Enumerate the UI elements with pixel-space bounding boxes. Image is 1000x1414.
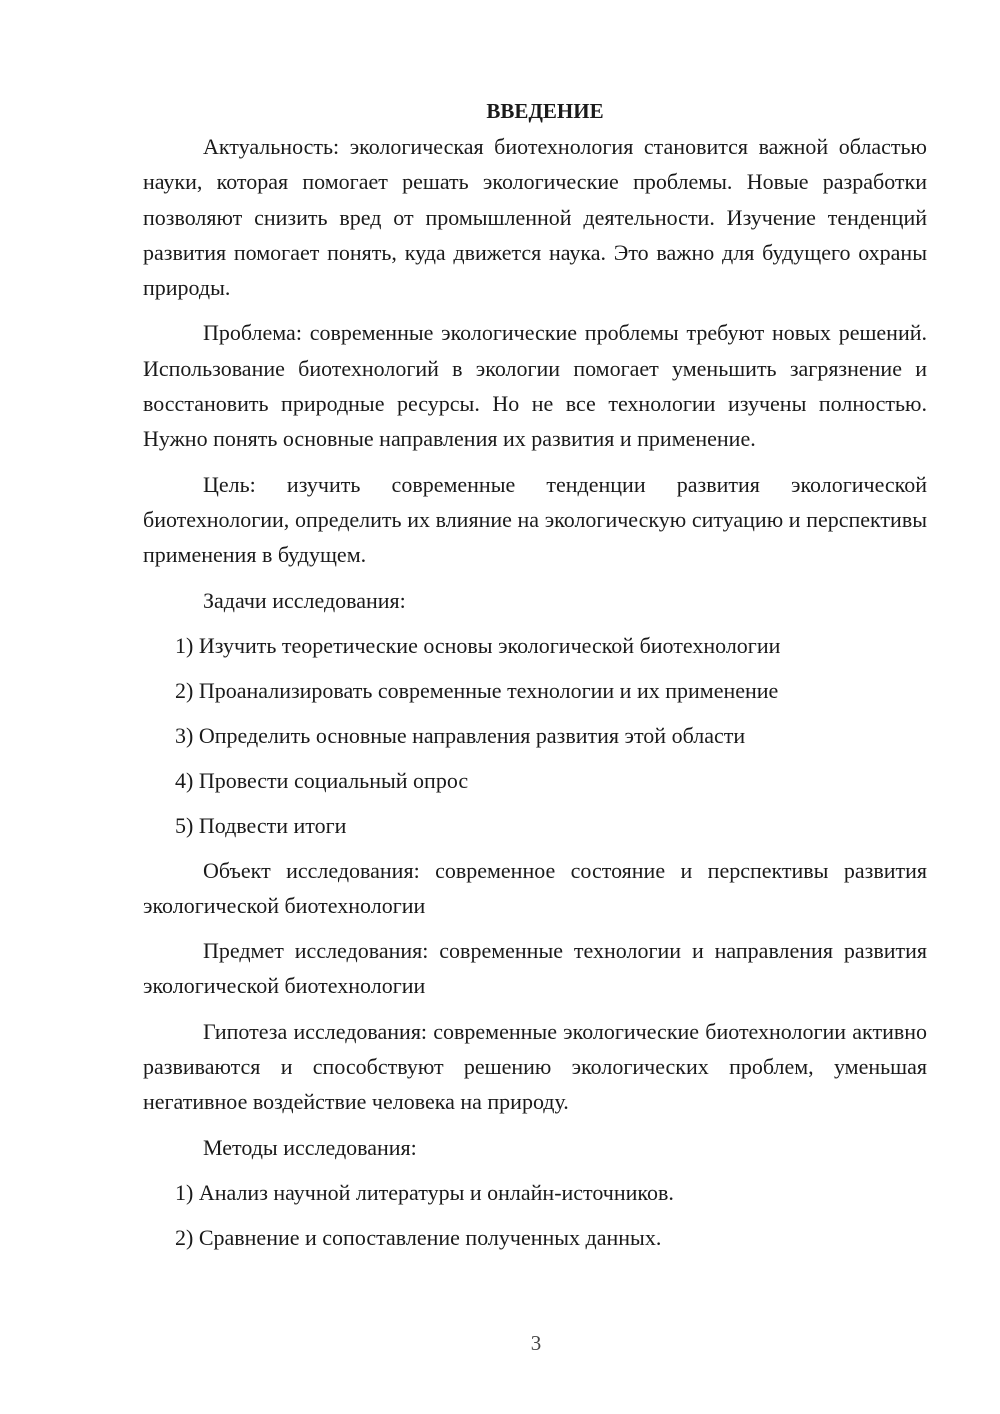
methods-list [143,1175,927,1255]
task-item: 2) Проанализировать современные технологии и их применение [175,677,779,703]
hypothesis-paragraph: Гипотеза исследования: современные экологические биотехнологии активно развиваются и способствуют решению экологических проблем, уменьшая негативное воздействие человека на природу. [143,1018,927,1115]
object-paragraph: Объект исследования: современное состояние и перспективы развития экологической биотехнологии [143,857,927,918]
subject-paragraph: Предмет исследования: современные технологии и направления развития экологической биотехнологии [143,938,927,999]
relevance-paragraph: Актуальность: экологическая биотехнология становится важной областью науки, которая помогает решать экологические проблемы. Новые разработки позволяют снизить вред от промышленной деятельности. Изучение тенденций развития помогает понять, куда движется наука. Это важно для будущего охраны природы. [143,134,927,301]
task-item: 4) Провести социальный опрос [175,767,469,793]
goal-paragraph: Цель: изучить современные тенденции развития экологической биотехнологии, определить их влияние на экологическую ситуацию и перспективы применения в будущем. [143,471,927,568]
section-title: ВВЕДЕНИЕ [486,99,604,123]
task-item: 5) Подвести итоги [175,812,347,838]
method-item: 2) Сравнение и сопоставление полученных данных. [175,1224,662,1250]
task-item: 3) Определить основные направления развития этой области [175,722,746,748]
methods-heading: Методы исследования: [203,1134,417,1160]
tasks-list [143,628,927,843]
page-number: 3 [530,1331,542,1355]
task-item: 1) Изучить теоретические основы экологической биотехнологии [175,632,781,658]
tasks-heading: Задачи исследования: [203,587,406,613]
method-item: 1) Анализ научной литературы и онлайн-источников. [175,1179,674,1205]
problem-paragraph: Проблема: современные экологические проблемы требуют новых решений. Использование биотехнологий в экологии помогает уменьшить загрязнение и восстановить природные ресурсы. Но не все технологии изучены полностью. Нужно понять основные направления их развития и применение. [143,320,927,452]
document-page [143,96,927,1265]
